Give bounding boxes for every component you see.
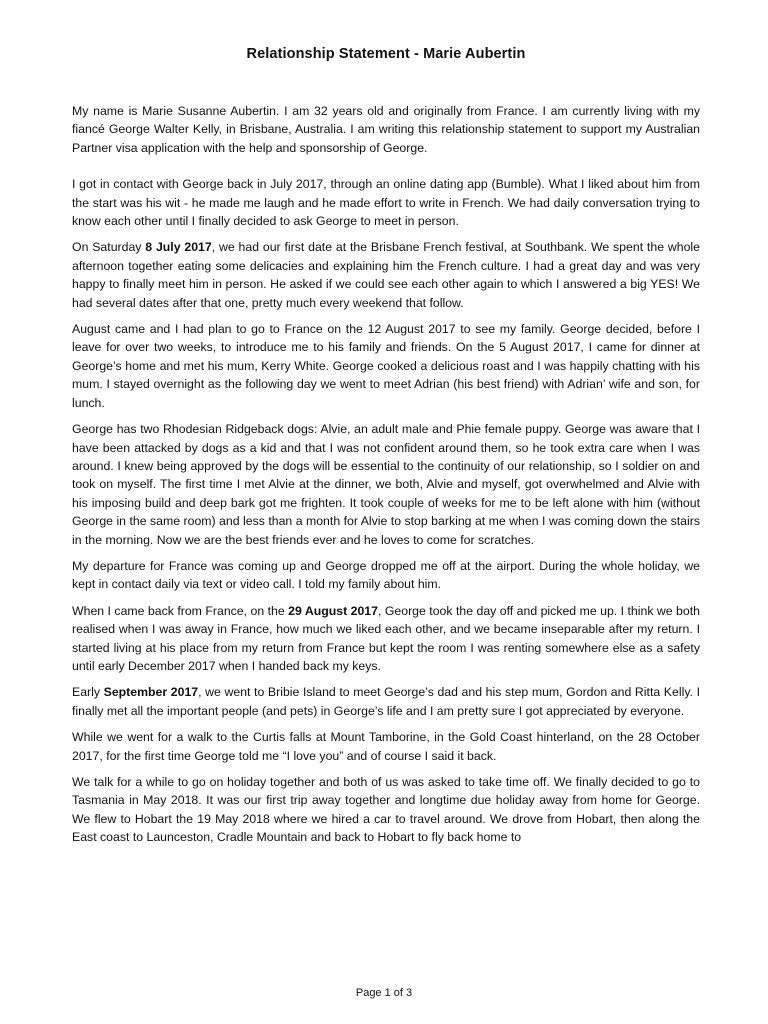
bold-date: 29 August 2017 <box>288 603 378 618</box>
body-paragraph <box>72 773 700 847</box>
paragraph-text: I got in contact with George back in July 2017, through an online dating app (Bumble). What I liked about him from the start was his wit - he made me laugh and he made effort to write in French. We had daily conversation trying to know each other until I finally decided to ask George to meet in person. <box>72 177 700 229</box>
body-paragraph <box>72 557 700 594</box>
bold-date: 8 July 2017 <box>145 240 212 255</box>
paragraph-text: When I came back from France, on the <box>72 603 289 618</box>
paragraph-text: , we went to Bribie Island to meet George’s dad and his step mum, Gordon and Ritta Kelly. I finally met all the important people (and pets) in George’s life and I am pretty sure I got appreciated by everyone. <box>72 685 700 718</box>
paragraph-text: , we had our first date at the Brisbane French festival, at Southbank. We spent the whole afternoon together eating some delicacies and explaining him the French culture. I had a great day and was very happy to finally meet him in person. He asked if we could see each other again to which I answered a big YES! We had several dates after that one, pretty much every weekend that follow. <box>72 240 700 310</box>
body-paragraph <box>72 420 700 549</box>
paragraph-text: , George took the day off and picked me up. I think we both realised when I was away in France, how much we liked each other, and we became inseparable after my return. I started living at his place from my return from France but kept the room I was renting somewhere else as a safety until early December 2017 when I handed back my keys. <box>72 603 700 673</box>
body-paragraph <box>72 175 700 230</box>
body-paragraph <box>72 102 700 157</box>
paragraph-text: We talk for a while to go on holiday together and both of us was asked to take time off. We finally decided to go to Tasmania in May 2018. It was our first trip away together and longtime due holiday away from home for George. We flew to Hobart the 19 May 2018 where we hired a car to travel around. We drove from Hobart, then along the East coast to Launceston, Cradle Mountain and back to Hobart to fly back home to <box>72 775 700 845</box>
body-paragraph <box>72 728 700 765</box>
body-paragraph <box>72 602 700 676</box>
bold-date: September 2017 <box>103 685 199 700</box>
paragraph-text: August came and I had plan to go to France on the 12 August 2017 to see my family. George decided, before I leave for over two weeks, to introduce me to his family and friends. On the 5 August 2017, I came for dinner at George’s home and met his mum, Kerry White. George cooked a delicious roast and I was happily chatting with his mum. I stayed overnight as the following day we went to meet Adrian (his best friend) with Adrian’ wife and son, for lunch. <box>72 322 700 410</box>
paragraph-text: George has two Rhodesian Ridgeback dogs: Alvie, an adult male and Phie female puppy. George was aware that I have been attacked by dogs as a kid and that I was not confident around them, so he took extra care when I was around. I knew being approved by the dogs will be essential to the continuity of our relationship, so I soldier on and took on myself. The first time I met Alvie at the dinner, we both, Alvie and myself, got overwhelmed and Alvie with his imposing build and deep bark got me frighten. It took couple of weeks for me to be left alone with him (without George in the same room) and less than a month for Alvie to stop barking at me when I was coming down the stairs in the morning. Now we are the best friends ever and he loves to come for scratches. <box>72 422 700 547</box>
body-paragraph <box>72 320 700 412</box>
body-paragraph <box>72 238 700 312</box>
document-body <box>72 102 700 847</box>
paragraph-text: My departure for France was coming up and George dropped me off at the airport. During the whole holiday, we kept in contact daily via text or video call. I told my family about him. <box>72 558 700 592</box>
paragraph-text: While we went for a walk to the Curtis falls at Mount Tamborine, in the Gold Coast hinterland, on the 28 October 2017, for the first time George told me “I love you” and of course I said it back. <box>72 730 700 763</box>
paragraph-text: On Saturday <box>72 240 146 255</box>
page-number: Page 1 of 3 <box>355 987 413 999</box>
document-title: Relationship Statement - Marie Aubertin <box>246 46 526 62</box>
body-paragraph <box>72 683 700 720</box>
paragraph-text: My name is Marie Susanne Aubertin. I am 32 years old and originally from France. I am currently living with my fiancé George Walter Kelly, in Brisbane, Australia. I am writing this relationship statement to support my Australian Partner visa application with the help and sponsorship of George. <box>72 104 700 155</box>
paragraph-text: Early <box>72 685 104 700</box>
